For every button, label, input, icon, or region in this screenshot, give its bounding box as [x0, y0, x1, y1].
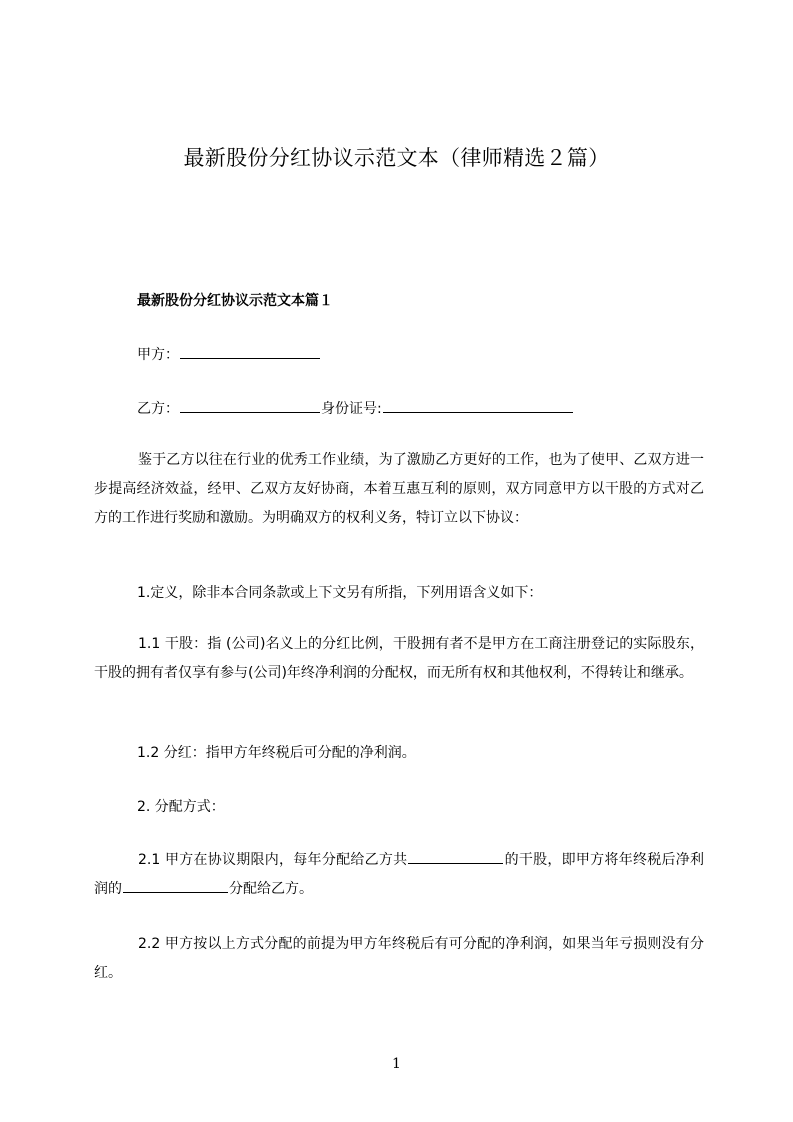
clause-2-1	[94, 846, 704, 904]
party-a-label: 甲方：	[137, 347, 179, 363]
clause-2-1-text-b: 的干股，即甲方将年终税后净利润的	[94, 852, 704, 897]
party-b-label: 乙方：	[137, 401, 179, 417]
party-b-line	[137, 398, 574, 420]
clause-2-1-text-a: 2.1 甲方在协议期限内，每年分配给乙方共	[138, 852, 408, 868]
intro-paragraph: 鉴于乙方以往在行业的优秀工作业绩，为了激励乙方更好的工作，也为了使甲、乙双方进一步提高经济效益，经甲、乙双方友好协商，本着互惠互利的原则，双方同意甲方以干股的方式对乙方的工作进行奖励和激励。为明确双方的权利义务，特订立以下协议：	[94, 452, 704, 526]
clause-1-2: 1.2 分红：指甲方年终税后可分配的净利润。	[137, 745, 416, 761]
page-title: 最新股份分红协议示范文本（律师精选２篇）	[183, 146, 610, 170]
party-a-blank	[180, 344, 320, 359]
party-a-line	[137, 344, 321, 366]
profit-ratio-blank	[123, 878, 228, 893]
clause-1: 1.定义，除非本合同条款或上下文另有所指，下列用语含义如下：	[137, 585, 543, 601]
id-label: 身份证号:	[321, 401, 382, 417]
id-number-blank	[383, 398, 573, 413]
page-number: 1	[392, 1056, 401, 1072]
clause-2: 2. 分配方式：	[137, 799, 225, 815]
clause-2-2: 2.2 甲方按以上方式分配的前提为甲方年终税后有可分配的净利润，如果当年亏损则没有分红。	[94, 936, 704, 981]
clause-2-1-text-c: 分配给乙方。	[229, 881, 313, 897]
share-ratio-blank	[408, 849, 503, 864]
section-heading: 最新股份分红协议示范文本篇１	[137, 293, 333, 309]
party-b-blank	[180, 398, 320, 413]
clause-1-1: 1.1 干股：指 (公司)名义上的分红比例，干股拥有者不是甲方在工商注册登记的实际股东，干股的拥有者仅享有参与(公司)年终净利润的分配权，而无所有权和其他权利，不得转让和继承。	[94, 636, 704, 681]
